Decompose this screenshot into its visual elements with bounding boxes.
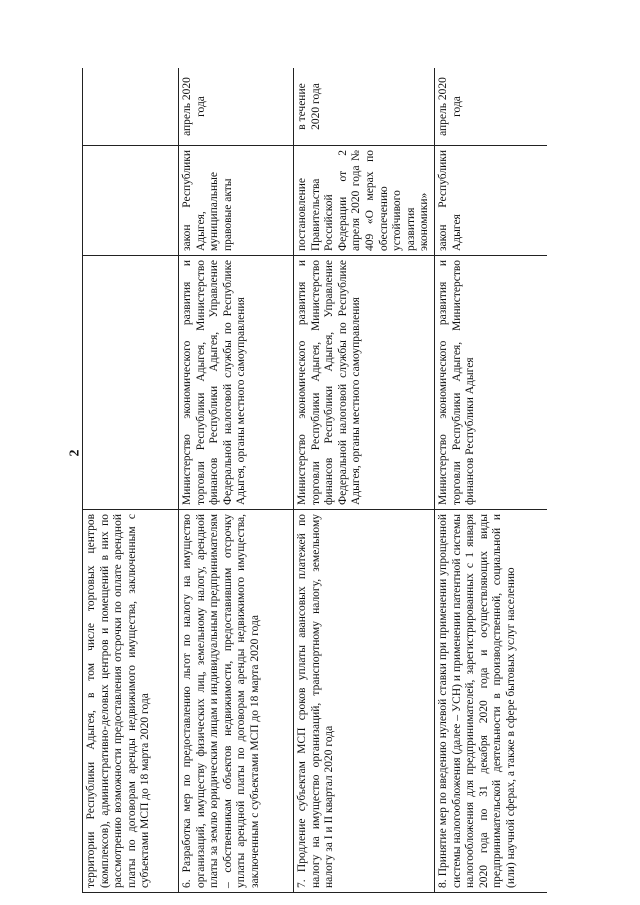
executors-cell: Министерство экономического развития и торговли Республики Адыгея, Министерство финансов Республики Адыгея [434,256,547,510]
measure-cell: 7. Продление субъектам МСП сроков уплаты авансовых платежей по налогу на имущество организаций, транспортному налогу, земельному налогу за I и II квартал 2020 года [294,510,435,893]
document-cell: закон Республики Адыгея [434,146,547,256]
deadline-cell: в течение 2020 года [294,68,435,146]
table-row [434,68,547,893]
executors-cell [83,256,179,510]
measures-table [82,68,547,893]
document-cell: закон Республики Адыгея, муниципальные правовые акты [179,146,294,256]
measure-cell: 8. Принятие мер по введению нулевой ставки при применении упрощенной системы налогообложения (далее – УСН) и применении патентной системы налогообложения для предпринимателей, зарегистрированных с 1 января 2020 года по 31 декабря 2020 года и осуществляющих виды предпринимательской деятельности в производственной, социальной и (или) научной сферах, а также в сфере бытовых услуг населению [434,510,547,893]
page-number: 2 [67,449,83,457]
executors-cell: Министерство экономического развития и торговли Республики Адыгея, Министерство финансов Республики Адыгея, Управление Федеральной налоговой службы по Республике Адыгея, органы местного самоуправления [179,256,294,510]
table-row [83,68,179,893]
document-table-container [82,68,547,893]
deadline-cell: апрель 2020 года [434,68,547,146]
document-cell: постановление Правительства Российской Федерации от 2 апреля 2020 года № 409 «О мерах по обеспечению устойчивого развития экономики» [294,146,435,256]
measure-cell: 6. Разработка мер по предоставлению льгот по налогу на имущество организаций, имуществу физических лиц, земельному налогу, арендной платы за землю юридическим лицам и индивидуальным предпринимателям – собственникам объектов недвижимости, предоставившим отсрочку уплаты арендной платы по договорам аренды недвижимого имущества, заключенным с субъектами МСП до 18 марта 2020 года [179,510,294,893]
deadline-cell [83,68,179,146]
deadline-cell: апрель 2020 года [179,68,294,146]
table-row [179,68,294,893]
document-cell [83,146,179,256]
executors-cell: Министерство экономического развития и торговли Республики Адыгея, Министерство финансов Республики Адыгея, Управление Федеральной налоговой службы по Республике Адыгея, органы местного самоуправления [294,256,435,510]
table-row [294,68,435,893]
measure-cell: территории Республики Адыгея, в том числе торговых центров (комплексов), административно-деловых центров и помещений в них по рассмотрению возможности предоставления отсрочки по оплате арендной платы по договорам аренды недвижимого имущества, заключенным с субъектами МСП до 18 марта 2020 года [83,510,179,893]
